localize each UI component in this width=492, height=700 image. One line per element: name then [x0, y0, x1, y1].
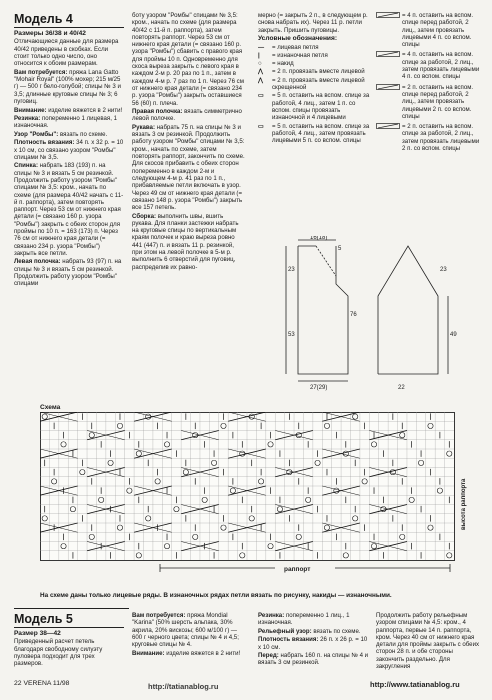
- front-outline: [298, 246, 348, 374]
- back-heading: Спинка:: [14, 162, 38, 170]
- model5-rib-text: попеременно 1 лиц., 1 изнаночная.: [258, 612, 350, 627]
- legend-list: [258, 44, 370, 145]
- sleeve-outline: [378, 246, 438, 374]
- left-front-heading: Левая полочка:: [14, 258, 61, 266]
- right-front-heading: Правая полочка:: [132, 108, 183, 116]
- model5-relief-text: вязать по схеме.: [313, 627, 361, 635]
- legend-symbol-icon: ⋀: [258, 76, 263, 84]
- neckline-line: [316, 246, 336, 276]
- watermark-url[interactable]: http://tatianablog.ru: [148, 682, 219, 691]
- legend-text: = 5 п. оставить на вспом. спице за работой, 4 лиц., затем 1 п. со вспом. спицы провязать изнаночной и 4 лицевыми: [272, 92, 370, 122]
- model5-front-text: набрать 160 п. на спицы № 4 и вязать 3 см резинкой.: [258, 652, 369, 667]
- legend-text: = лицевая петля: [272, 43, 319, 51]
- cable-legend-item: [376, 51, 480, 80]
- repeat-height-label: [456, 412, 470, 562]
- right-front-text: вязать симметрично левой полочке.: [132, 108, 242, 123]
- legend-text: = 5 п. оставить на вспом. спице за работой, 4 лиц., затем провязать лицевыми 5 п. со вспом. спицы: [272, 122, 370, 145]
- cable-symbol-icon: [376, 84, 402, 92]
- cable-symbol-icon: [376, 12, 402, 20]
- column-model5-continued: [376, 612, 480, 674]
- materials-heading: Вам потребуется:: [14, 68, 68, 76]
- legend-text: = 2 п. провязать вместе лицевой: [272, 68, 365, 76]
- model5-relief-heading: Рельефный узор:: [258, 627, 312, 635]
- model5-attention-heading: Внимание:: [132, 649, 165, 657]
- attention-heading: Внимание:: [14, 106, 47, 114]
- model5-materials-heading: Вам потребуется:: [132, 612, 186, 619]
- legend-text: = изнаночная петля: [272, 51, 328, 59]
- density-heading: Плотность вязания:: [14, 139, 75, 147]
- cable-legend-item: [376, 12, 480, 48]
- model5-sizes: Размер 38—42: [14, 630, 61, 637]
- schematic-label: 23: [288, 267, 295, 273]
- cable-legend-item: [376, 123, 480, 152]
- legend-symbol-icon: ▭: [258, 122, 264, 130]
- schematic-label: 76: [350, 312, 357, 318]
- model4-intro: Отличающиеся данные для размера 40/42 приведены в скобках. Если стоит только одно число, оно относится к обоим размерам.: [14, 38, 119, 68]
- back-text: набрать 183 (193) п. на спицы № 3 и вязать 5 см резинкой. Продолжить работу узором "Ромбы" спицами № 3,5: кром., начать по схеме (для размера 40/42 начать с 11-й п. раппорта), затем повторять раппорт. Через 53 см от нижнего края детали (= связано 160 р. узора "Ромбы") закрыть с обеих сторон для проймы по 10 п. = 163 (173) п. Через 76 см от нижнего края детали (= связано 234 р. узора "Ромбы") закрыть все петли.: [14, 162, 124, 257]
- model5-attention-text: изделие вяжется в 2 нити!: [166, 649, 241, 657]
- pattern-heading: Узор "Ромбы":: [14, 130, 59, 138]
- column-model4-legend: [258, 12, 370, 242]
- site-url[interactable]: http://www.tatianablog.ru: [370, 680, 460, 689]
- column-model5-materials: [132, 612, 245, 674]
- model5-density-heading: Плотность вязания:: [258, 636, 319, 644]
- repeat-bracket: [40, 562, 470, 584]
- model4-sizes: Размеры 36/38 и 40/42: [14, 30, 86, 37]
- legend-symbol-icon: —: [258, 43, 265, 51]
- density-text: 34 п. x 32 р. = 10 x 10 см, со связано узором "Ромбы" спицами № 3,5.: [14, 139, 124, 161]
- model5-intro: Приведенный расчет петель благодаря свободному силуэту пуловера подходит для трех размеров.: [14, 638, 103, 668]
- model5-continued-text: Продолжить работу рельефным узором спицами № 4,5: кром., 4 раппорта, первые 14 п. раппорта, кром. Через 40 см от нижнего края детали для проймы закрыть с обеих сторон 28 п. и обе стороны закончить раздельно. Для закругления: [376, 612, 480, 671]
- legend-symbol-icon: |: [258, 51, 260, 59]
- legend-symbol-icon: ○: [258, 60, 262, 68]
- cable-legend-item: [376, 84, 480, 120]
- column-model4-middle: [132, 12, 245, 397]
- cable-legend-text: = 4 п. оставить на вспом. спице перед работой, 2 лиц., затем провязать лицевыми 4 п. со вспом. спицы: [402, 12, 474, 49]
- garment-schematic: [258, 236, 480, 396]
- legend-item: [258, 44, 370, 51]
- model5-title: Модель 5: [14, 612, 124, 628]
- schematic-label: 53: [288, 332, 295, 338]
- schematic-label: 5: [338, 246, 342, 252]
- divider: [14, 608, 129, 609]
- schematic-label: 27(29): [310, 385, 328, 391]
- column-cable-legend: [376, 12, 480, 227]
- model5-front-heading: Перед:: [258, 652, 279, 660]
- issue-footer: 22 VERENA 11/98: [14, 680, 70, 687]
- sleeve-heading: Рукава:: [132, 123, 155, 131]
- cable-symbol-icon: [376, 123, 402, 131]
- materials-text: пряжа Lana Gatto "Mohair Royal" (100% мохер; 215 м/25 г) — 500 г бело-голубой; спицы № 3 и 3,5; длинные круговые спицы № 3; 6 пуговиц.: [14, 68, 121, 106]
- legend-item: [258, 92, 370, 121]
- legend-symbol-icon: ⋀: [258, 68, 263, 76]
- sleeve-text: набрать 75 п. на спицы № 3 и вязать 3 см резинкой. Продолжить работу узором "Ромбы" спицами № 3,5: кром., начать по схеме, затем повторять раппорт, закончить по схеме. Для скосов прибавить с обеих сторон попеременно в каждом 2-м и следующем 4-м р. 41 раз по 1 п., прибавляемые петли включать в узор. Через 49 см от нижнего края детали (= связано 148 р. узора "Ромбы") закрыть все 157 петель.: [132, 123, 245, 212]
- legend-heading: Условные обозначения:: [258, 35, 338, 43]
- model5-materials-text: пряжа Mondial "Karina" (50% шерсть альпака, 30% акрила, 20% вискозы; 600 м/100 г) — 600 г черного цвета; спицы № 4 и 4,5; круговые спицы № 4.: [132, 612, 239, 649]
- legend-item: [258, 52, 370, 59]
- legend-symbol-icon: ▭: [258, 92, 264, 100]
- column-model4-left: [14, 12, 124, 397]
- legend-text: = накид: [272, 60, 294, 68]
- column-model5-left: [14, 612, 124, 672]
- left-front-text: набрать 93 (97) п. на спицы № 3 и вязать 5 см резинкой. Продолжить работу узором "Ромбы" спицами: [14, 258, 122, 288]
- cable-symbol-icon: [376, 51, 402, 59]
- rib-text: попеременно 1 лицевая, 1 изнаночная.: [14, 115, 117, 130]
- legend-item: [258, 123, 370, 145]
- schematic-label: 22: [398, 385, 405, 391]
- knitting-chart: [40, 412, 470, 562]
- legend-item: [258, 68, 370, 75]
- middle-paragraph: боту узором "Ромбы" спицами № 3,5: кром., начать по схеме (для размера 40/42 с 11-й п. раппорта), затем повторять раппорт. Через 53 см от нижнего края детали (= связано 160 р. узора "Ромбы") сбавить с правого края для проймы 10 п. Одновременно для скоса выреза закрыть с левого края в каждом 2-м р. 20 раз по 1 п., затем в каждом 4-м р. 7 раз по 1 п. Через 76 см от нижнего края детали (= связано 234 р. узора "Ромбы") закрыть оставшиеся 56 (60) п. плеча.: [132, 12, 244, 107]
- attention-text: изделие вяжется в 2 нити!: [48, 106, 123, 114]
- schematic-label: 49: [450, 332, 457, 338]
- schematic-label: 16(18): [310, 236, 328, 241]
- chart-note: На схеме даны только лицевые ряды. В изнаночных рядах петли вязать по рисунку, накиды — изнаночными.: [40, 592, 392, 599]
- model5-rib-heading: Резинка:: [258, 612, 285, 619]
- assembly-text: выполнить швы, вшить рукава. Для планки застежки набрать на круговые спицы по вертикальным краям полочек и краю выреза ровно 441 (447) п. и вязать 11 р. резинкой, при этом на левой полочке в 5-м р. выполнить 6 отверстий для пуговиц, распределив их равно-: [132, 212, 239, 271]
- cable-legend-text: = 2 п. оставить на вспом. спице за работой, 2 лиц., затем провязать лицевыми 2 п. со вспом. спицы: [402, 123, 480, 153]
- cable-legend-list: [376, 12, 480, 152]
- model4-title: Модель 4: [14, 12, 124, 28]
- closing-paragraph: мерно (= закрыть 2 п., в следующем р. снова набрать их). Через 11 р. петли закрыть. Пришить пуговицы.: [258, 12, 368, 34]
- legend-item: [258, 60, 370, 67]
- rib-heading: Резинка:: [14, 115, 41, 123]
- repeat-height-text: высота раппорта: [461, 478, 467, 530]
- model5-density-text: 26 п. x 26 р. = 10 x 10 см.: [258, 636, 368, 651]
- schematic-label: 23: [440, 267, 447, 273]
- legend-item: [258, 77, 370, 92]
- assembly-heading: Сборка:: [132, 212, 156, 220]
- cable-legend-text: = 4 п. оставить на вспом. спице за работой, 2 лиц., затем провязать лицевыми 4 п. со вспом. спицы: [402, 51, 480, 81]
- repeat-label: раппорт: [284, 566, 311, 573]
- column-model5-details: [258, 612, 370, 674]
- cable-legend-text: = 2 п. оставить на вспом. спице перед работой, 2 лиц., затем провязать лицевыми 2 п. со вспом. спицы: [402, 83, 474, 120]
- legend-text: = 2 п. провязать вместе лицевой скрещенной: [272, 76, 365, 92]
- chart-title: Схема: [40, 404, 61, 411]
- pattern-text: вязать по схеме.: [59, 130, 108, 138]
